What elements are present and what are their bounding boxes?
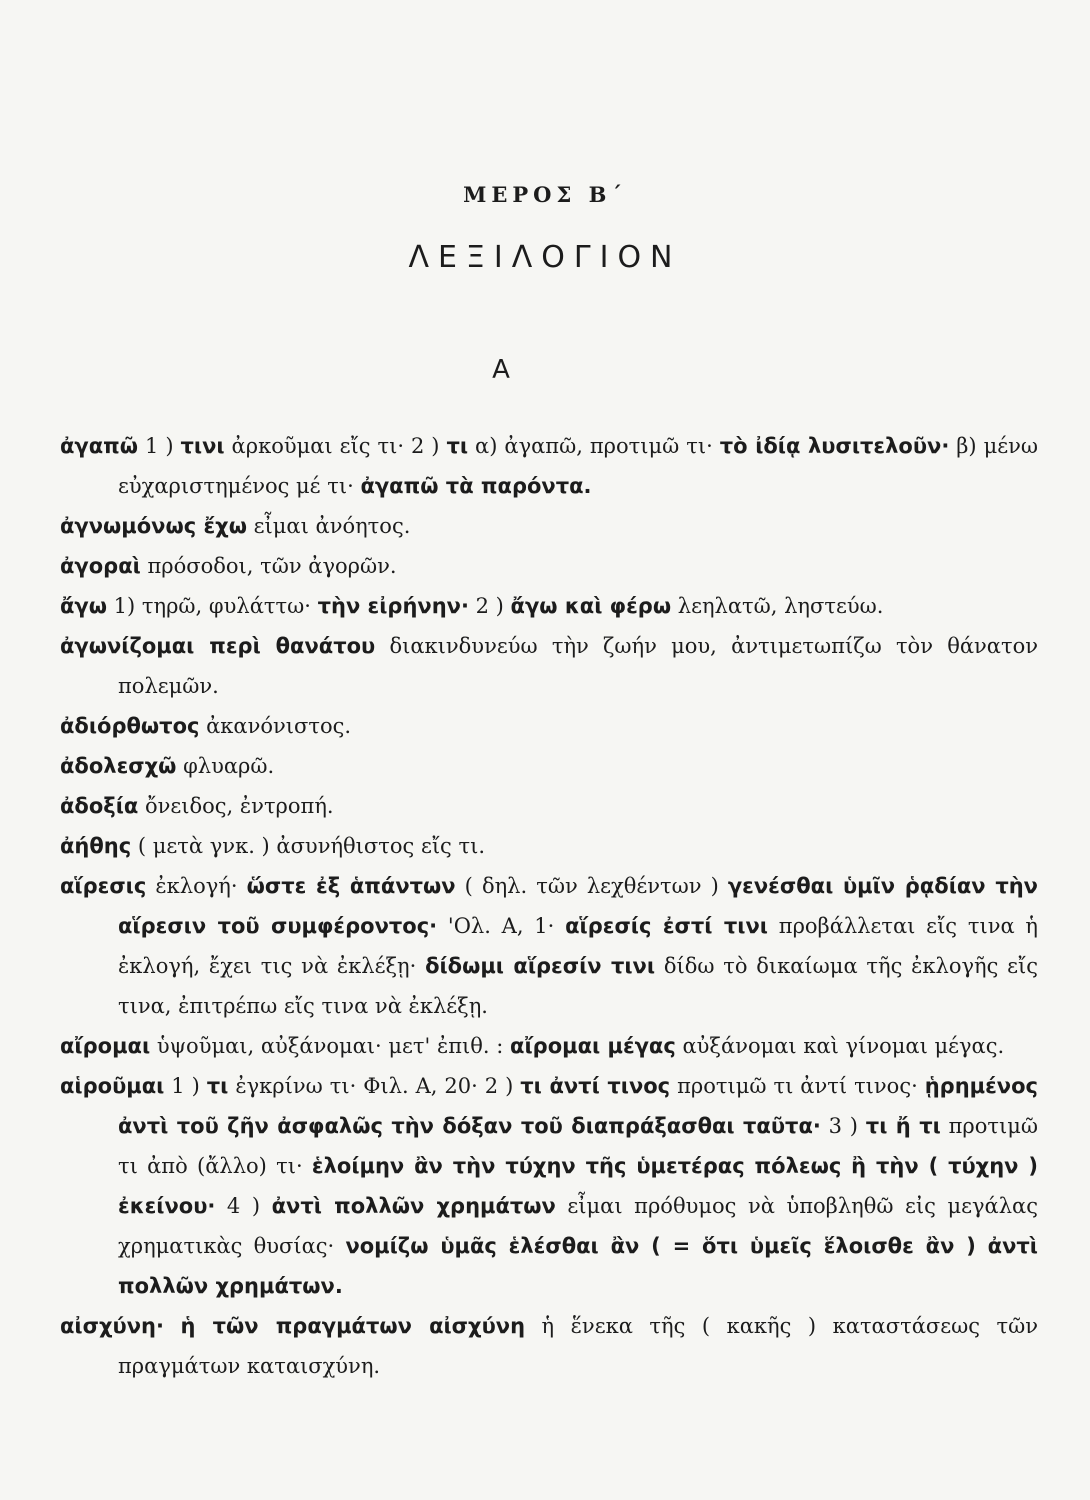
- entry-text: ἡ ἕνεκα τῆς ( κακῆς ) καταστάσεως τῶν πραγμάτων καταισχύνη.: [118, 1314, 1039, 1378]
- entry-text: εἶμαι πρόθυμος νὰ ὑποβληθῶ εἰς μεγάλας χρηματικὰς θυσίας·: [118, 1194, 1038, 1258]
- entry-headword: ἀγοραὶ: [60, 554, 141, 578]
- entry-headword: αἵρεσίς ἐστί τινι: [565, 914, 768, 938]
- dictionary-entry: [60, 546, 1038, 586]
- entry-headword: αἵρεσις: [60, 874, 147, 898]
- dictionary-entry: [60, 1066, 1038, 1306]
- entry-text: ὑψοῦμαι, αὐξάνομαι· μετ' ἐπιθ. :: [150, 1034, 511, 1058]
- entry-headword: ἀδοξία: [60, 794, 139, 818]
- lexicon-title: ΛΕΞΙΛΟΓΙΟΝ: [408, 240, 682, 275]
- entry-text: 4 ): [215, 1194, 272, 1218]
- entry-headword: ἡ τῶν πραγμάτων αἰσχύνη: [180, 1314, 526, 1338]
- dictionary-entry: [60, 746, 1038, 786]
- entry-text: ( δηλ. τῶν λεχθέντων ): [455, 874, 728, 898]
- entry-headword: ἄγω: [60, 594, 107, 618]
- entry-text: ὄνειδος, ἐντροπή.: [138, 794, 334, 818]
- entry-headword: ὥστε ἐξ ἁπάντων: [246, 874, 456, 898]
- entry-text: 2 ): [468, 594, 511, 618]
- entry-headword: ἀγνωμόνως ἔχω: [60, 514, 247, 538]
- entry-text: προβάλλεται εἴς τινα ἡ ἐκλογή, ἔχει τις νὰ ἐκλέξῃ·: [118, 914, 1039, 978]
- dictionary-entry: [60, 1306, 1038, 1386]
- entry-headword: τι ἀντί τινος: [520, 1074, 671, 1098]
- entry-headword: τινι: [180, 434, 225, 458]
- entry-headword: ἄγω καὶ φέρω: [510, 594, 672, 618]
- entry-headword: ἀήθης: [60, 834, 132, 858]
- entry-headword: ᾑρημένος ἀντὶ τοῦ ζῆν ἀσφαλῶς τὴν δόξαν τοῦ διαπράξασθαι ταῦτα·: [118, 1074, 1038, 1138]
- entry-headword: δίδωμι αἵρεσίν τινι: [425, 954, 656, 978]
- entry-text: εἶμαι ἀνόητος.: [246, 514, 411, 538]
- entry-text: 'Ολ. Α, 1·: [437, 914, 566, 938]
- entry-headword: ἀδολεσχῶ: [60, 754, 177, 778]
- entry-text: 3 ): [820, 1114, 866, 1138]
- entry-text: ἐγκρίνω τι· Φιλ. Α, 20· 2 ): [228, 1074, 521, 1098]
- entry-text: 1 ): [138, 434, 181, 458]
- entry-headword: ἀγαπῶ τὰ παρόντα.: [360, 474, 592, 498]
- entry-headword: τι: [206, 1074, 229, 1098]
- dictionary-entry: [60, 826, 1038, 866]
- part-title: ΜΕΡΟΣ Β΄: [463, 182, 627, 207]
- entry-headword: αἴρομαι μέγας: [510, 1034, 676, 1058]
- section-letter: Α: [492, 355, 510, 385]
- dictionary-entry: [60, 586, 1038, 626]
- entry-text: 1 ): [164, 1074, 207, 1098]
- entries-list: [60, 426, 1038, 1386]
- entry-headword: ἑλοίμην ἂν τὴν τύχην τῆς ὑμετέρας πόλεως ἢ τὴν ( τύχην ) ἐκείνου·: [118, 1154, 1038, 1218]
- entry-headword: ἀδιόρθωτος: [60, 714, 200, 738]
- entry-text: 1) τηρῶ, φυλάττω·: [106, 594, 318, 618]
- entry-headword: τι: [446, 434, 469, 458]
- entry-text: [164, 1314, 181, 1338]
- dictionary-entry: [60, 1026, 1038, 1066]
- entry-text: δίδω τὸ δικαίωμα τῆς ἐκλογῆς εἴς τινα, ἐπιτρέπω εἴς τινα νὰ ἐκλέξῃ.: [118, 954, 1038, 1018]
- entry-text: ( μετὰ γνκ. ) ἀσυνήθιστος εἴς τι.: [131, 834, 486, 858]
- entry-headword: τὴν εἰρήνην·: [317, 594, 469, 618]
- dictionary-entry: [60, 426, 1038, 506]
- entry-text: πρόσοδοι, τῶν ἀγορῶν.: [140, 554, 397, 578]
- entry-text: προτιμῶ τι ἀπὸ (ἄλλο) τι·: [118, 1114, 1038, 1178]
- entry-headword: τι ἤ τι: [865, 1114, 941, 1138]
- dictionary-entry: [60, 786, 1038, 826]
- entry-text: αὐξάνομαι καὶ γίνομαι μέγας.: [675, 1034, 1005, 1058]
- dictionary-entry: [60, 626, 1038, 706]
- entry-text: διακινδυνεύω τὴν ζωήν μου, ἀντιμετωπίζω τὸν θάνατον πολεμῶν.: [118, 634, 1039, 698]
- dictionary-entry: [60, 706, 1038, 746]
- entry-headword: γενέσθαι ὑμῖν ῥᾳδίαν τὴν αἵρεσιν τοῦ συμφέροντος·: [118, 874, 1038, 938]
- entry-text: α) ἀγαπῶ, προτιμῶ τι·: [468, 434, 720, 458]
- dictionary-entry: [60, 866, 1038, 1026]
- entry-text: λεηλατῶ, ληστεύω.: [671, 594, 884, 618]
- entry-headword: αἱροῦμαι: [60, 1074, 165, 1098]
- entry-text: ἀκανόνιστος.: [199, 714, 352, 738]
- entry-headword: αἴρομαι: [60, 1034, 151, 1058]
- entry-headword: νομίζω ὑμᾶς ἑλέσθαι ἂν ( = ὅτι ὑμεῖς ἕλοισθε ἂν ) ἀντὶ πολλῶν χρημάτων.: [118, 1234, 1038, 1298]
- entry-headword: ἀγαπῶ: [60, 434, 139, 458]
- entry-headword: τὸ ἰδίᾳ λυσιτελοῦν·: [719, 434, 950, 458]
- entry-headword: αἰσχύνη·: [60, 1314, 164, 1338]
- entry-text: ἀρκοῦμαι εἴς τι· 2 ): [224, 434, 447, 458]
- entry-headword: ἀντὶ πολλῶν χρημάτων: [271, 1194, 556, 1218]
- entry-text: προτιμῶ τι ἀντί τινος·: [670, 1074, 925, 1098]
- entry-text: φλυαρῶ.: [176, 754, 275, 778]
- entry-text: ἐκλογή·: [146, 874, 247, 898]
- entry-headword: ἀγωνίζομαι περὶ θανάτου: [60, 634, 376, 658]
- dictionary-entry: [60, 506, 1038, 546]
- entry-text: β) μένω εὐχαριστημένος μέ τι·: [118, 434, 1039, 498]
